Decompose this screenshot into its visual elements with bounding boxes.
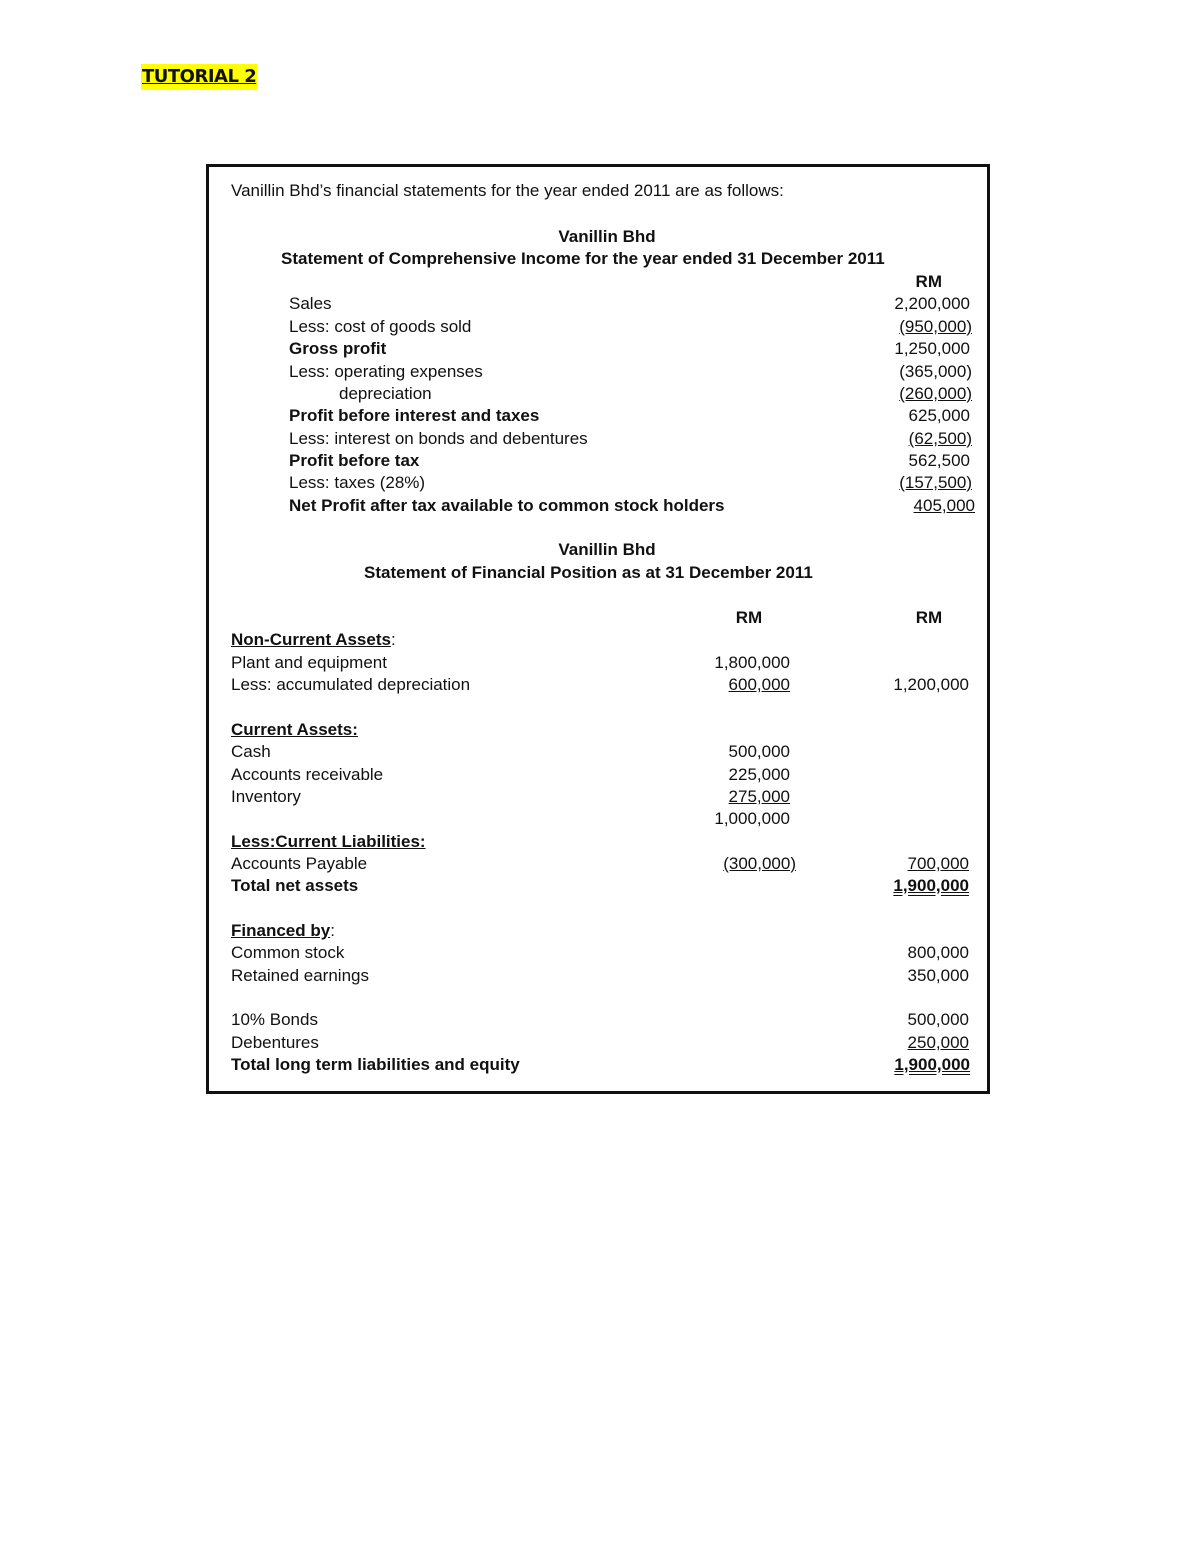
plant-value: 1,800,000 [714,653,790,672]
income-row-label: depreciation [339,384,432,403]
total-lt-value: 1,900,000 [894,1055,970,1074]
income-company-name: Vanillin Bhd [558,227,656,246]
bonds-label: 10% Bonds [231,1010,318,1029]
acc-dep-value: 600,000 [728,675,790,694]
ar-value: 225,000 [728,765,790,784]
total-net-assets-label: Total net assets [231,876,359,895]
net-current-assets: 700,000 [907,854,969,873]
income-row-value: 562,500 [908,451,970,470]
non-current-assets-heading: Non-Current Assets [231,630,391,649]
cash-value: 500,000 [728,742,790,761]
inventory-value: 275,000 [728,787,790,806]
income-row-value: (157,500) [899,473,972,492]
financed-by-colon: : [330,921,335,940]
income-row-value: 405,000 [913,496,975,515]
retained-earnings-value: 350,000 [907,966,969,985]
income-row-label: Net Profit after tax available to common stock holders [289,496,725,515]
balance-company-name: Vanillin Bhd [558,540,656,559]
total-net-assets-value: 1,900,000 [893,876,969,895]
income-row-value: (950,000) [899,317,972,336]
income-row-value: 625,000 [908,406,970,425]
ap-value: (300,000) [723,854,796,873]
income-row-value: (260,000) [899,384,972,403]
ap-label: Accounts Payable [231,854,368,873]
bonds-value: 500,000 [907,1010,969,1029]
income-row-value: 2,200,000 [894,294,970,313]
ca-total: 1,000,000 [714,809,790,828]
balance-heading: Statement of Financial Position as at 31 December 2011 [364,563,813,582]
income-row-label: Profit before tax [289,451,420,470]
cash-label: Cash [231,742,271,761]
income-row-label: Sales [289,294,332,313]
plant-label: Plant and equipment [231,653,387,672]
common-stock-label: Common stock [231,943,345,962]
income-row-value: (62,500) [908,429,972,448]
retained-earnings-label: Retained earnings [231,966,369,985]
col2-header: RM [915,608,943,627]
income-row-value: (365,000) [899,362,972,381]
statements-frame [206,164,990,1094]
income-heading: Statement of Comprehensive Income for the year ended 31 December 2011 [281,249,885,268]
current-assets-heading: Current Assets: [231,720,358,739]
income-row-label: Less: interest on bonds and debentures [289,429,588,448]
current-liabilities-heading: Less:Current Liabilities: [231,832,426,851]
income-row-value: 1,250,000 [894,339,970,358]
intro-text: Vanillin Bhd’s financial statements for the year ended 2011 are as follows: [231,181,784,200]
income-row-label: Less: cost of goods sold [289,317,472,336]
income-row-label: Less: taxes (28%) [289,473,426,492]
income-currency: RM [915,272,942,291]
page-title: TUTORIAL 2 [141,64,257,90]
financed-by-heading: Financed by [231,921,331,940]
debentures-value: 250,000 [907,1033,969,1052]
total-lt-label: Total long term liabilities and equity [231,1055,520,1074]
income-row-label: Profit before interest and taxes [289,406,540,425]
nca-total: 1,200,000 [893,675,969,694]
debentures-label: Debentures [231,1033,319,1052]
inventory-label: Inventory [231,787,301,806]
income-row-label: Less: operating expenses [289,362,483,381]
non-current-colon: : [390,630,396,649]
col1-header: RM [735,608,763,627]
income-row-label: Gross profit [289,339,387,358]
ar-label: Accounts receivable [231,765,384,784]
acc-dep-label: Less: accumulated depreciation [231,675,471,694]
common-stock-value: 800,000 [907,943,969,962]
